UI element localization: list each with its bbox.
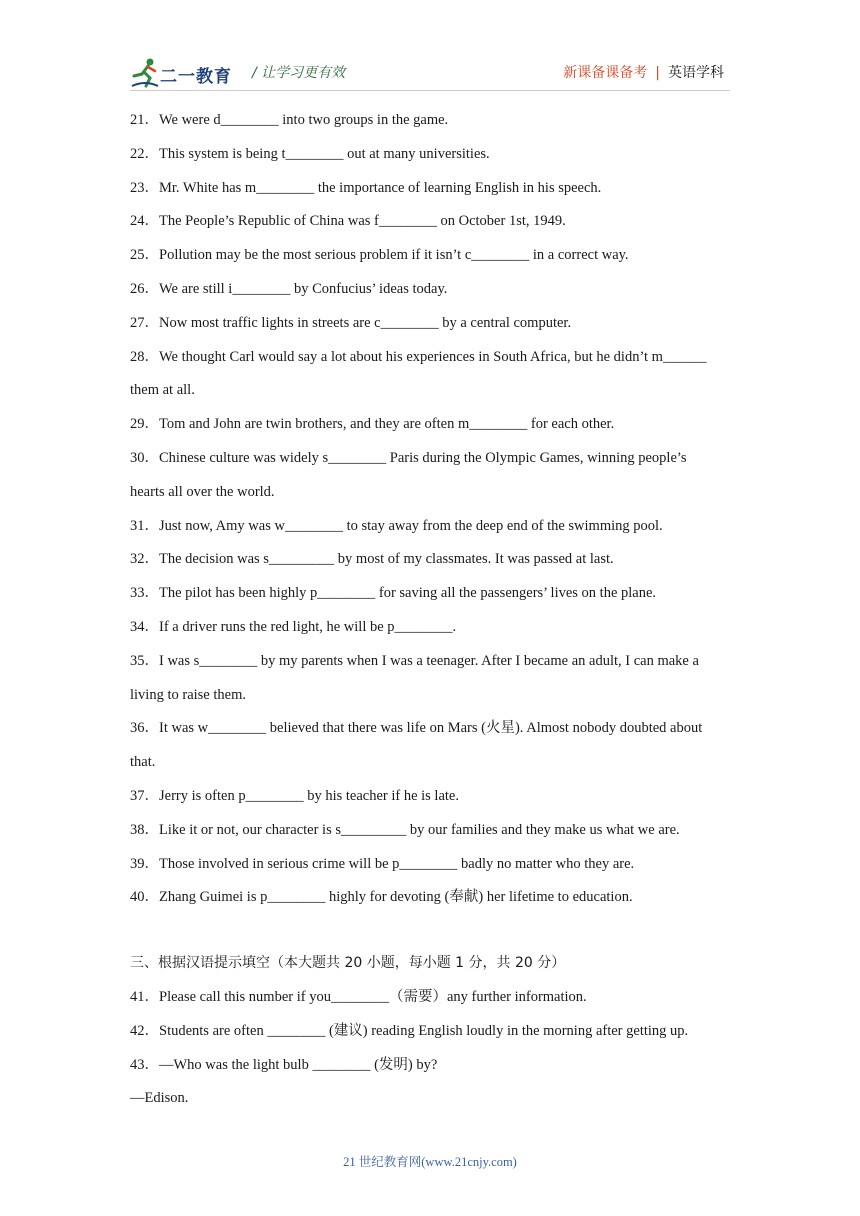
question-line: 26．We are still i________ by Confucius’ ideas today. <box>130 280 448 297</box>
question-line: 30．Chinese culture was widely s________ Paris during the Olympic Games, winning people’s <box>130 449 687 466</box>
question-line: living to raise them. <box>130 686 246 703</box>
page-footer: 21 世纪教育网(www.21cnjy.com) <box>343 1155 517 1169</box>
header-right <box>563 62 724 82</box>
document-body <box>130 104 732 1116</box>
question-line: 33．The pilot has been highly p________ for saving all the passengers’ lives on the plane. <box>130 585 657 602</box>
page-header <box>130 56 730 92</box>
question-line: 27．Now most traffic lights in streets are c________ by a central computer. <box>130 314 572 331</box>
question-line: 39．Those involved in serious crime will be p________ badly no matter who they are. <box>130 855 635 872</box>
question-line: 43．—Who was the light bulb ________ (发明) by? <box>130 1056 438 1073</box>
header-course-label: 新课备课备考 <box>563 65 648 81</box>
question-line: —Edison. <box>130 1090 189 1107</box>
question-line: 23．Mr. White has m________ the importance of learning English in his speech. <box>130 179 602 196</box>
question-line: that. <box>130 754 156 771</box>
question-line: 40．Zhang Guimei is p________ highly for devoting (奉献) her lifetime to education. <box>130 889 633 906</box>
question-line: 25．Pollution may be the most serious problem if it isn’t c________ in a correct way. <box>130 247 629 264</box>
question-line: 22．This system is being t________ out at many universities. <box>130 145 490 162</box>
question-line: 24．The People’s Republic of China was f________ on October 1st, 1949. <box>130 213 566 230</box>
question-line: 31．Just now, Amy was w________ to stay away from the deep end of the swimming pool. <box>130 517 663 534</box>
question-line: hearts all over the world. <box>130 483 275 500</box>
question-line: 32．The decision was s_________ by most of my classmates. It was passed at last. <box>130 551 614 568</box>
question-line: 41．Please call this number if you________（需要）any further information. <box>130 988 587 1005</box>
question-line: 42．Students are often ________ (建议) reading English loudly in the morning after getting up. <box>130 1022 689 1039</box>
question-line: 21．We were d________ into two groups in the game. <box>130 112 449 128</box>
slogan: / 让学习更有效 <box>252 65 346 81</box>
header-subject-label: 英语学科 <box>668 65 724 81</box>
header-separator: | <box>655 65 660 81</box>
question-line: 34．If a driver runs the red light, he will be p________. <box>130 618 457 635</box>
question-line: 29．Tom and John are twin brothers, and they are often m________ for each other. <box>130 416 615 433</box>
logo <box>130 56 242 90</box>
logo-text: 二一教育 <box>160 67 232 87</box>
question-line: 37．Jerry is often p________ by his teacher if he is late. <box>130 787 459 804</box>
question-line: 35．I was s________ by my parents when I was a teenager. After I became an adult, I can make a <box>130 652 699 669</box>
question-line: them at all. <box>130 382 195 399</box>
section-gap <box>130 915 732 947</box>
question-line: 28．We thought Carl would say a lot about his experiences in South Africa, but he didn’t m______ <box>130 348 707 365</box>
section-title: 三、根据汉语提示填空（本大题共 20 小题，每小题 1 分，共 20 分） <box>130 955 566 972</box>
question-line: 38．Like it or not, our character is s_________ by our families and they make us what we are. <box>130 821 680 838</box>
question-line: 36．It was w________ believed that there was life on Mars (火星). Almost nobody doubted about <box>130 720 703 737</box>
header-divider <box>130 90 730 91</box>
runner-logo-icon <box>130 56 160 90</box>
